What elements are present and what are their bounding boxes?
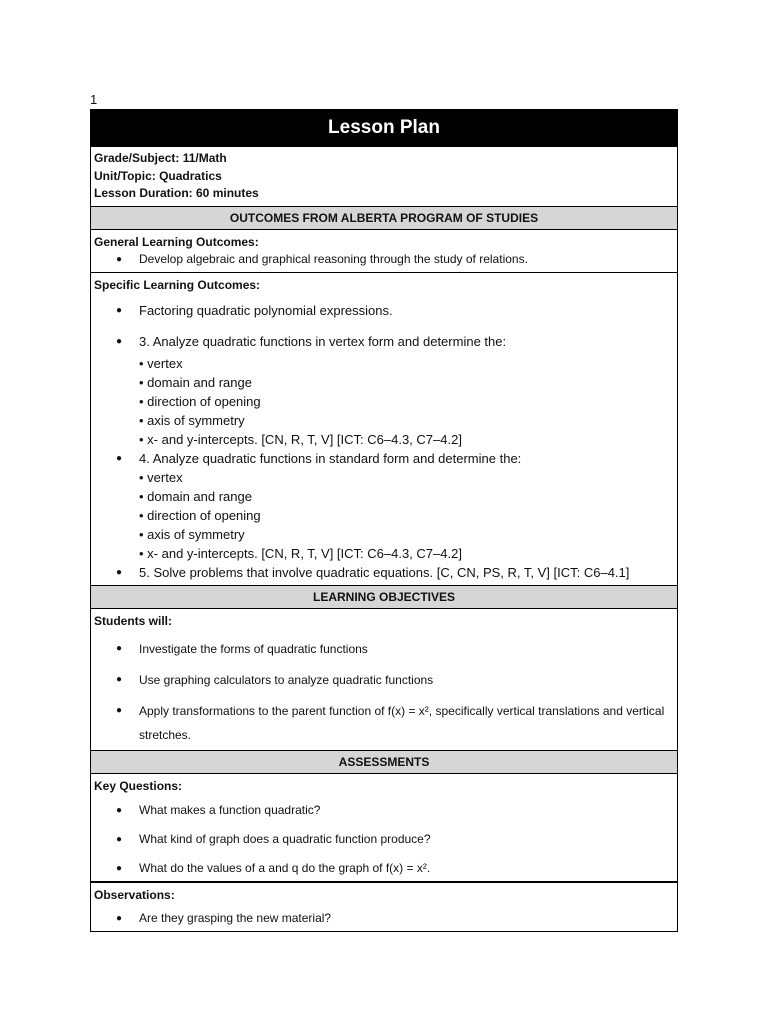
list-item: ● Investigate the forms of quadratic functions (94, 637, 674, 661)
list-item: ● What kind of graph does a quadratic function produce? (94, 830, 674, 849)
lesson-duration: Lesson Duration: 60 minutes (94, 186, 259, 200)
outcome-text: 3. Analyze quadratic functions in vertex form and determine the: (139, 333, 507, 349)
sub-list (139, 354, 674, 449)
sub-item: • direction of opening (139, 393, 261, 409)
sub-item: • vertex (139, 355, 183, 371)
objectives-heading: LEARNING OBJECTIVES (91, 585, 677, 609)
list-item: ● Use graphing calculators to analyze quadratic functions (94, 668, 674, 692)
assessments-heading: ASSESSMENTS (91, 750, 677, 774)
outcome-text: Factoring quadratic polynomial expressions. (139, 302, 393, 318)
observations-list (94, 909, 674, 928)
specific-outcomes-label: Specific Learning Outcomes: (94, 277, 261, 292)
sub-list (139, 468, 674, 563)
lesson-plan-table (90, 109, 678, 932)
specific-outcomes-list (94, 301, 674, 582)
general-outcomes-list (94, 250, 674, 269)
key-questions (91, 774, 677, 881)
list-item (94, 563, 674, 582)
list-item: ● What do the values of a and q do the graph of f(x) = x². (94, 859, 674, 878)
lesson-meta (91, 146, 677, 206)
sub-item: • x- and y-intercepts. [CN, R, T, V] [ICT: C6–4.3, C7–4.2] (139, 431, 462, 447)
sub-item: • axis of symmetry (139, 412, 245, 428)
list-item (94, 449, 674, 563)
general-outcomes (91, 230, 677, 272)
key-questions-label: Key Questions: (94, 778, 183, 793)
sub-item: • axis of symmetry (139, 526, 245, 542)
sub-item: • direction of opening (139, 507, 261, 523)
list-item: ● Apply transformations to the parent function of f(x) = x², specifically vertical translations and vertical stretches. (94, 699, 674, 747)
list-item: ● Are they grasping the new material? (94, 909, 674, 928)
key-questions-list (94, 801, 674, 878)
grade-subject: Grade/Subject: 11/Math (94, 151, 227, 165)
sub-item: • x- and y-intercepts. [CN, R, T, V] [ICT: C6–4.3, C7–4.2] (139, 545, 462, 561)
outcome-text: 5. Solve problems that involve quadratic equations. [C, CN, PS, R, T, V] [ICT: C6–4.1] (139, 564, 630, 580)
observations-label: Observations: (94, 887, 175, 902)
sub-item: • domain and range (139, 374, 252, 390)
specific-outcomes (91, 272, 677, 585)
objectives-list (94, 637, 674, 747)
sub-item: • domain and range (139, 488, 252, 504)
outcome-text: 4. Analyze quadratic functions in standard form and determine the: (139, 450, 522, 466)
observations (91, 881, 677, 931)
page-number: 1 (90, 92, 98, 107)
list-item: ● Develop algebraic and graphical reasoning through the study of relations. (94, 250, 674, 269)
objectives-label: Students will: (94, 613, 172, 628)
outcomes-heading: OUTCOMES FROM ALBERTA PROGRAM OF STUDIES (91, 206, 677, 230)
list-item (94, 332, 674, 449)
list-item (94, 301, 674, 320)
list-item: ● What makes a function quadratic? (94, 801, 674, 820)
document-title: Lesson Plan (91, 110, 677, 146)
general-outcomes-label: General Learning Outcomes: (94, 234, 259, 249)
unit-topic: Unit/Topic: Quadratics (94, 168, 222, 183)
sub-item: • vertex (139, 469, 183, 485)
learning-objectives (91, 609, 677, 750)
